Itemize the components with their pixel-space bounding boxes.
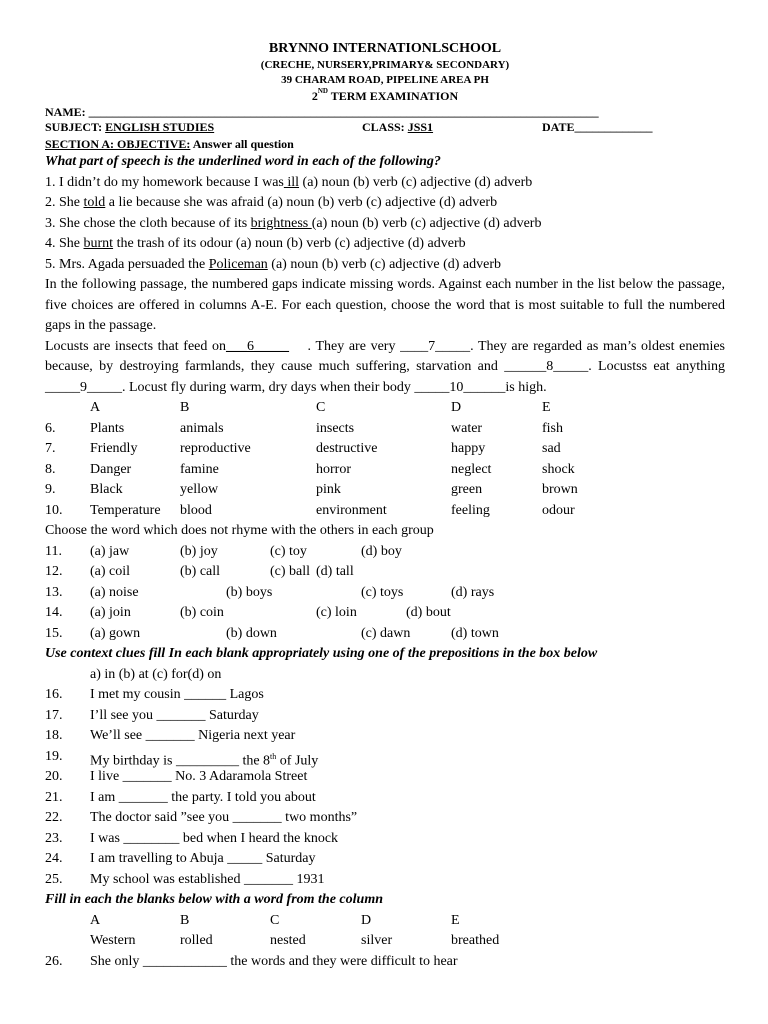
choice-option: Black	[90, 482, 123, 497]
rhyme-option: (c) toy	[270, 543, 307, 559]
column-label: D	[451, 400, 462, 415]
question-line	[45, 193, 725, 214]
choice-option: insects	[316, 420, 355, 436]
rhyme-option: (c) ball	[270, 564, 311, 579]
question-number: 18.	[45, 728, 63, 743]
rhyme-option: (d) rays	[451, 584, 495, 600]
choice-row	[45, 460, 725, 481]
fill-word: rolled	[180, 933, 213, 948]
fill-word: nested	[270, 933, 306, 948]
part-of-speech-questions	[45, 173, 725, 276]
rhyme-option: (c) toys	[361, 584, 404, 600]
choice-option: sad	[542, 441, 561, 456]
choice-option: Friendly	[90, 441, 138, 456]
preposition-row	[45, 685, 725, 706]
choice-option: happy	[451, 441, 486, 456]
question-number: 9.	[45, 482, 56, 497]
question-number: 25.	[45, 871, 63, 887]
question-number: 13.	[45, 584, 63, 600]
question-text: I live _______ No. 3 Adaramola Street	[90, 769, 308, 784]
rhyme-option: (d) boy	[361, 543, 402, 559]
question-text: 3. She chose the cloth because of its	[45, 215, 251, 231]
choice-option: neglect	[451, 461, 492, 477]
question-text: I am _______ the party. I told you about	[90, 789, 316, 805]
column-label: E	[542, 400, 551, 415]
choice-option: environment	[316, 502, 387, 518]
question-number: 6.	[45, 420, 56, 436]
preposition-row	[45, 870, 725, 891]
section-a-heading: SECTION A: OBJECTIVE: Answer all question	[45, 137, 294, 151]
question-text: My school was established _______ 1931	[90, 871, 325, 887]
choice-option: shock	[542, 461, 575, 477]
preposition-row	[45, 747, 725, 768]
choice-option: Danger	[90, 461, 132, 477]
question-text: The doctor said ”see you _______ two months”	[90, 810, 358, 825]
rhyme-option: (d) tall	[316, 564, 354, 579]
part-of-speech-instruction: What part of speech is the underlined word in each of the following?	[45, 154, 441, 169]
fill-header-row	[45, 911, 725, 932]
text-part: of July	[276, 753, 319, 769]
choice-option: destructive	[316, 441, 378, 456]
choice-row	[45, 439, 725, 460]
school-levels: (CRECHE, NURSERY,PRIMARY& SECONDARY)	[260, 59, 510, 71]
question-number: 8.	[45, 461, 56, 477]
column-label: B	[180, 400, 190, 415]
column-label: C	[270, 912, 280, 928]
school-name: BRYNNO INTERNATIONLSCHOOL	[268, 41, 502, 56]
text-part: My birthday is _________ the 8	[90, 753, 271, 769]
question-26	[45, 952, 725, 973]
column-label: A	[90, 400, 101, 415]
class-field: CLASS: JSS1	[362, 120, 434, 134]
choice-row	[45, 501, 725, 522]
rhyme-row	[45, 583, 725, 604]
question-number: 15.	[45, 625, 63, 641]
question-text: She only ____________ the words and they were difficult to hear	[90, 953, 458, 969]
rhyme-option: (b) boys	[226, 584, 273, 600]
column-label: E	[451, 912, 460, 928]
rhyme-row	[45, 542, 725, 563]
question-options: (a) noun (b) verb (c) adjective (d) adverb	[267, 256, 502, 272]
choice-option: Temperature	[90, 502, 161, 518]
choice-option: pink	[316, 482, 341, 497]
column-label: C	[316, 400, 326, 415]
rhyme-option: (a) gown	[90, 625, 141, 641]
question-text: 5. Mrs. Agada persuaded the	[45, 256, 209, 272]
preposition-row	[45, 829, 725, 850]
column-label: A	[90, 912, 101, 928]
question-text: I am travelling to Abuja _____ Saturday	[90, 851, 316, 866]
question-number: 21.	[45, 789, 63, 805]
question-options: a lie because she was afraid (a) noun (b) verb (c) adjective (d) adverb	[105, 195, 498, 210]
passage-instruction: In the following passage, the numbered gaps indicate missing words. Against each number in the list below the passage, five choices are offered in columns A-E. For each question, choose the word that is most suitable to full the numbered gaps in the passage.	[45, 277, 725, 333]
subject-field: SUBJECT: ENGLISH STUDIES	[45, 120, 215, 134]
question-text: I’ll see you _______ Saturday	[90, 707, 259, 723]
rhyme-option: (b) joy	[180, 543, 218, 559]
preposition-row	[45, 726, 725, 747]
fill-columns	[45, 911, 725, 952]
rhyme-option: (a) coil	[90, 564, 131, 579]
school-address: 39 CHARAM ROAD, PIPELINE AREA PH	[281, 74, 489, 86]
column-label: D	[361, 912, 372, 928]
question-text: 2. She	[45, 195, 84, 210]
rhyme-option: (c) loin	[316, 605, 357, 620]
ordinal-suffix: th	[270, 751, 277, 761]
choice-option: famine	[180, 461, 219, 477]
question-options: (a) noun (b) verb (c) adjective (d) adverb	[311, 215, 542, 231]
choice-option: animals	[180, 420, 224, 436]
rhyme-instruction: Choose the word which does not rhyme with the others in each group	[45, 523, 434, 538]
choice-option: blood	[180, 502, 212, 518]
question-options: the trash of its odour (a) noun (b) verb (c) adjective (d) adverb	[113, 236, 466, 251]
question-text: I met my cousin ______ Lagos	[90, 687, 264, 702]
question-line	[45, 234, 725, 255]
rhyme-option: (a) jaw	[90, 543, 130, 559]
preposition-row	[45, 706, 725, 727]
rhyme-row	[45, 624, 725, 645]
question-number: 22.	[45, 810, 63, 825]
prepositions-options: a) in (b) at (c) for(d) on	[90, 666, 222, 682]
question-text: We’ll see _______ Nigeria next year	[90, 728, 296, 743]
name-field: NAME: _____________________________________________________________________________________	[45, 105, 599, 119]
rhyme-option: (a) join	[90, 605, 131, 620]
rhyme-option: (b) call	[180, 564, 221, 579]
rhyme-option: (c) dawn	[361, 625, 411, 641]
question-text: 4. She	[45, 236, 84, 251]
column-label: B	[180, 912, 190, 928]
question-number: 20.	[45, 769, 63, 784]
rhyme-row	[45, 603, 725, 624]
prepositions-instruction: Use context clues fill In each blank appropriately using one of the prepositions in the box below	[45, 646, 598, 661]
question-number: 17.	[45, 707, 63, 723]
question-text: 1. I didn’t do my homework because I was	[45, 174, 284, 190]
rhyme-option: (b) down	[226, 625, 277, 641]
choice-option: yellow	[180, 482, 219, 497]
question-number: 14.	[45, 605, 63, 620]
preposition-row	[45, 849, 725, 870]
rhyme-questions	[45, 542, 725, 645]
question-number: 23.	[45, 830, 63, 846]
choice-row	[45, 419, 725, 440]
underlined-word: brightness	[250, 215, 312, 231]
term-title: 2ND TERM EXAMINATION	[311, 87, 459, 103]
choice-option: Plants	[90, 420, 125, 436]
question-line	[45, 214, 725, 235]
question-line	[45, 255, 725, 276]
rhyme-option: (a) noise	[90, 584, 139, 600]
rhyme-option: (d) town	[451, 625, 499, 641]
question-line	[45, 173, 725, 194]
question-number: 12.	[45, 564, 63, 579]
question-number: 7.	[45, 441, 56, 456]
question-options: (a) noun (b) verb (c) adjective (d) adverb	[299, 174, 533, 190]
underlined-word: told	[83, 195, 106, 210]
rhyme-row	[45, 562, 725, 583]
fill-instruction: Fill in each the blanks below with a word from the column	[45, 892, 383, 907]
preposition-row	[45, 767, 725, 788]
choice-option: fish	[542, 420, 563, 436]
question-number: 16.	[45, 687, 63, 702]
choice-option: green	[451, 482, 483, 497]
choice-option: horror	[316, 461, 351, 477]
rhyme-option: (b) coin	[180, 605, 224, 620]
subject-row	[45, 120, 725, 136]
choice-row	[45, 480, 725, 501]
choice-option: odour	[542, 502, 575, 518]
choice-option: reproductive	[180, 441, 251, 456]
preposition-row	[45, 788, 725, 809]
underlined-word: ill	[283, 174, 300, 190]
date-field: DATE_____________	[542, 120, 653, 134]
choice-header-row	[45, 398, 725, 419]
preposition-row	[45, 808, 725, 829]
fill-word: silver	[361, 933, 393, 948]
rhyme-option: (d) bout	[406, 605, 451, 620]
question-number: 11.	[45, 543, 62, 559]
choice-table	[45, 398, 725, 521]
question-text: I was ________ bed when I heard the knock	[90, 830, 339, 846]
choice-option: brown	[542, 482, 578, 497]
choice-option: feeling	[451, 502, 490, 518]
preposition-questions	[45, 685, 725, 890]
choice-option: water	[451, 420, 483, 436]
fill-words-row	[45, 931, 725, 952]
underlined-word: burnt	[83, 236, 114, 251]
fill-word: breathed	[451, 933, 500, 948]
question-number: 10.	[45, 502, 63, 518]
question-number: 24.	[45, 851, 63, 866]
locust-passage: Locusts are insects that feed on___6_____ . They are very ____7_____. They are regarded as man’s oldest enemies because, by destroying farmlands, they cause much suffering, starvation and ______8_____. Locustss eat anything _____9_____. Locust fly during warm, dry days when their body _____10______is high.	[45, 338, 729, 395]
underlined-word: Policeman	[208, 256, 268, 272]
question-number: 26.	[45, 953, 63, 969]
question-number: 19.	[45, 748, 63, 764]
fill-word: Western	[90, 933, 136, 948]
exam-page	[45, 40, 729, 972]
